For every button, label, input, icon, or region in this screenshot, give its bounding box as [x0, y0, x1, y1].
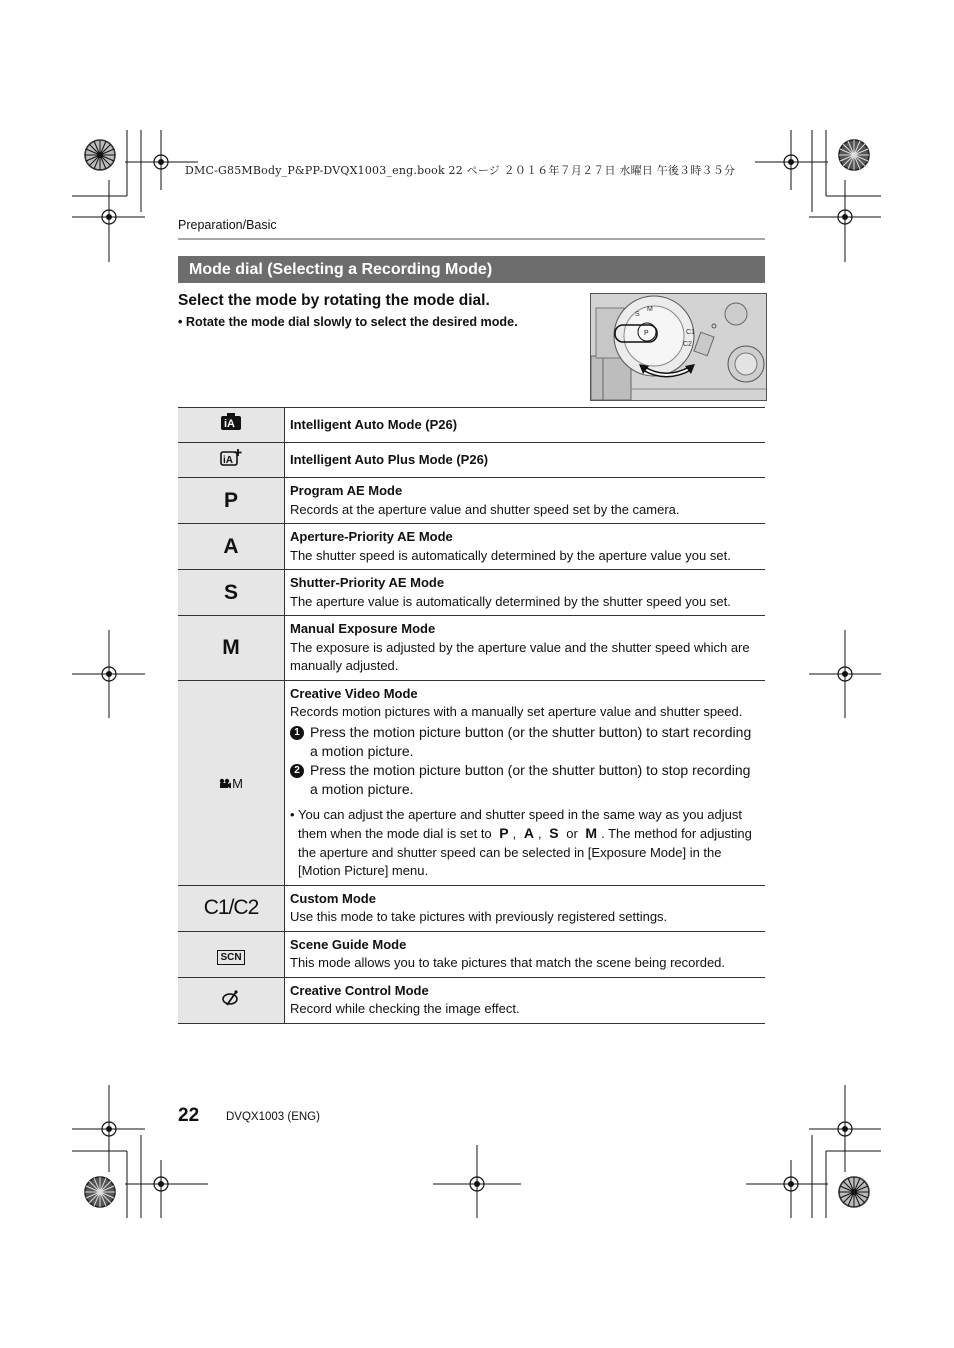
svg-text:iA: iA	[224, 418, 235, 430]
mode-icon-cell: P	[178, 478, 285, 524]
table-row	[178, 616, 765, 681]
dial-label-s: S	[635, 311, 640, 318]
step-text: Press the motion picture button (or the shutter button) to stop recording a motion picture.	[310, 761, 751, 797]
table-row	[178, 570, 765, 616]
mode-a-icon: A	[523, 825, 535, 841]
step-number-1: 1	[290, 726, 304, 740]
table-row	[178, 680, 765, 885]
mode-icon-cell	[178, 408, 285, 443]
instruction-bullet: • Rotate the mode dial slowly to select the desired mode.	[178, 315, 518, 329]
mode-table	[178, 407, 765, 1024]
intelligent-auto-plus-icon	[220, 448, 242, 466]
mode-icon-cell	[178, 885, 285, 931]
step-2	[290, 761, 761, 799]
instruction-heading: Select the mode by rotating the mode dial.	[178, 292, 490, 309]
mode-s-icon: S	[549, 825, 559, 841]
mode-title: Custom Mode	[290, 890, 376, 906]
mode-title: Intelligent Auto Plus Mode (P26)	[290, 451, 489, 467]
mode-text: The exposure is adjusted by the aperture value and the shutter speed which are manually adjusted.	[290, 639, 750, 673]
mode-text: Record while checking the image effect.	[290, 1001, 520, 1016]
step-list	[290, 723, 761, 799]
mode-description	[285, 931, 766, 977]
printer-job-line: DMC-G85MBody_P&PP-DVQX1003_eng.book 22 ページ ２０１６年７月２７日 水曜日 午後３時３５分	[185, 164, 736, 177]
bullet-mark: •	[290, 806, 295, 822]
mode-icon-cell	[178, 680, 285, 885]
intelligent-auto-icon	[220, 413, 242, 431]
movie-mode-letter: M	[232, 775, 243, 791]
mode-title: Program AE Mode	[290, 483, 403, 498]
mode-text: The shutter speed is automatically determined by the aperture value you set.	[290, 547, 731, 563]
mode-m-icon: M	[585, 825, 598, 841]
custom-mode-icon: C1/C2	[203, 896, 259, 919]
step-text: Press the motion picture button (or the shutter button) to start recording a motion picture.	[310, 723, 752, 759]
note-sep: ,	[512, 826, 517, 841]
mode-text: Records motion pictures with a manually set aperture value and shutter speed.	[290, 704, 743, 719]
mode-dial-illustration	[590, 293, 767, 401]
mode-text: Use this mode to take pictures with previously registered settings.	[290, 909, 668, 924]
dial-label-p: P	[644, 330, 649, 337]
step-1	[290, 723, 761, 761]
table-row	[178, 443, 765, 478]
mode-icon-cell	[178, 977, 285, 1023]
mode-icon-cell: M	[178, 616, 285, 681]
mode-icon-cell: A	[178, 524, 285, 570]
table-row	[178, 885, 765, 931]
page-number: 22	[178, 1105, 200, 1126]
note-pre: You can adjust the aperture and shutter speed in the same way as you adjust them when the mode dial is set to	[298, 806, 742, 841]
mode-description	[285, 885, 766, 931]
model-code: DVQX1003 (ENG)	[226, 1111, 320, 1123]
mode-description	[285, 443, 766, 478]
mode-title: Scene Guide Mode	[290, 936, 407, 952]
dial-label-m: M	[647, 306, 653, 313]
note-or: or	[566, 826, 578, 841]
mode-description	[285, 570, 766, 616]
movie-camera-icon	[219, 776, 243, 791]
step-number-2: 2	[290, 764, 304, 778]
mode-description	[285, 478, 766, 524]
mode-description	[285, 616, 766, 681]
mode-title: Aperture-Priority AE Mode	[290, 529, 453, 544]
note-text	[298, 806, 761, 881]
mode-title: Creative Video Mode	[290, 685, 418, 701]
note-sep: ,	[538, 826, 542, 841]
header-rule	[178, 238, 765, 240]
section-banner	[178, 256, 765, 283]
mode-title: Manual Exposure Mode	[290, 621, 436, 636]
mode-title: Creative Control Mode	[290, 982, 429, 998]
table-row	[178, 977, 765, 1023]
note	[290, 806, 761, 881]
dial-label-c1: C1	[686, 329, 695, 336]
mode-description	[285, 680, 766, 885]
creative-control-icon	[222, 990, 240, 1006]
mode-text: The aperture value is automatically determined by the shutter speed you set.	[290, 593, 731, 609]
mode-text: Records at the aperture value and shutter speed set by the camera.	[290, 501, 680, 517]
table-row	[178, 931, 765, 977]
dial-label-c2: C2	[683, 341, 692, 348]
mode-title: Intelligent Auto Mode (P26)	[290, 416, 458, 432]
mode-icon-cell	[178, 931, 285, 977]
table-row	[178, 408, 765, 443]
mode-description	[285, 524, 766, 570]
banner-title: Mode dial (Selecting a Recording Mode)	[189, 261, 493, 278]
note-post: . The method for adjusting the aperture and shutter speed can be selected in [Exposure Mode] in the [Motion Picture] menu.	[298, 826, 752, 878]
table-row	[178, 478, 765, 524]
mode-text: This mode allows you to take pictures that match the scene being recorded.	[290, 955, 726, 970]
mode-icon-cell: S	[178, 570, 285, 616]
scene-guide-icon: SCN	[217, 950, 244, 965]
section-title: Preparation/Basic	[178, 218, 277, 232]
mode-description	[285, 408, 766, 443]
table-row	[178, 524, 765, 570]
mode-icon-cell	[178, 443, 285, 478]
mode-description	[285, 977, 766, 1023]
mode-title: Shutter-Priority AE Mode	[290, 575, 445, 590]
svg-text:iA: iA	[223, 455, 233, 466]
mode-p-icon: P	[499, 825, 509, 841]
